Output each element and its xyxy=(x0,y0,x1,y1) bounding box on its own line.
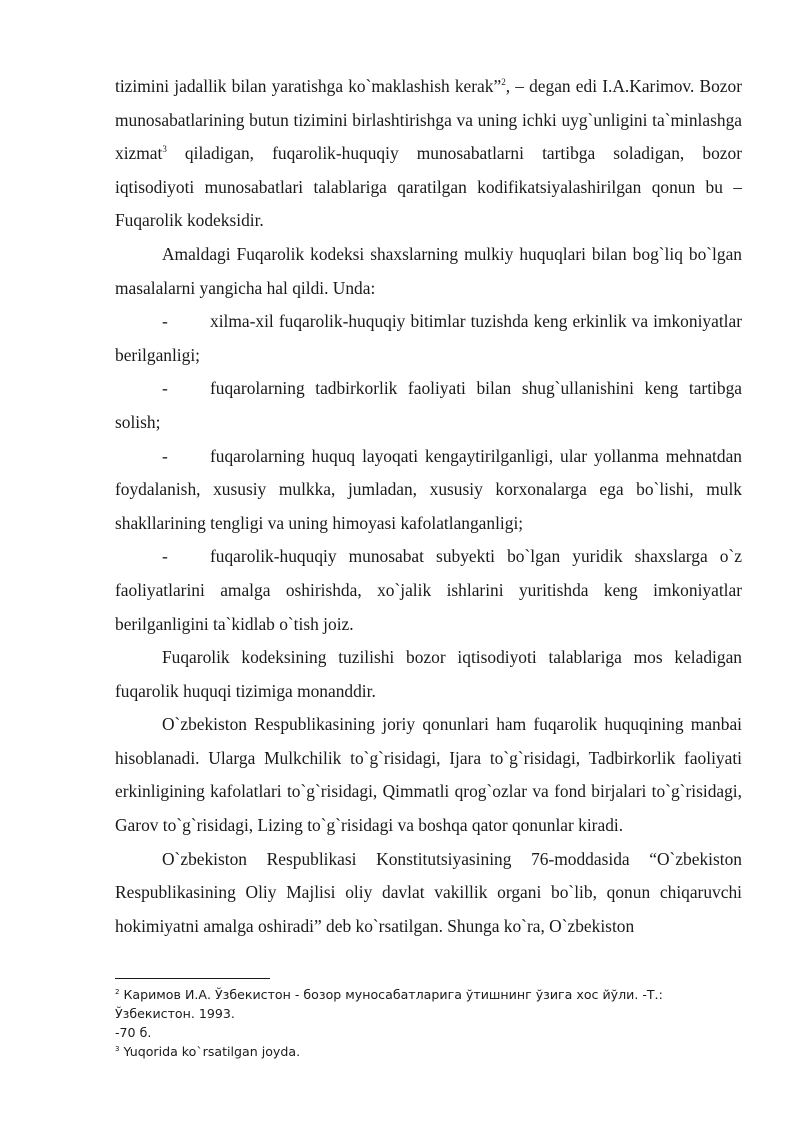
list-item-text: fuqarolik-huquqiy munosabat subyekti bo`lgan yuridik shaxslarga o`z faoliyatlarini amalga oshirishda, xo`jalik ishlarini yuritishda keng imkoniyatlar berilganligini ta`kidlab o`tish joiz. xyxy=(115,546,742,634)
paragraph-code-structure: Fuqarolik kodeksining tuzilishi bozor iqtisodiyoti talablariga mos keladigan fuqarolik huquqi tizimiga monanddir. xyxy=(115,647,742,701)
list-item xyxy=(115,440,742,541)
list-item-text: fuqarolarning tadbirkorlik faoliyati bilan shug`ullanishini keng tartibga solish; xyxy=(115,378,742,432)
list-item-text: xilma-xil fuqarolik-huquqiy bitimlar tuzishda keng erkinlik va imkoniyatlar berilganligi; xyxy=(115,311,742,365)
list-marker: - xyxy=(162,311,168,332)
footnote-separator xyxy=(115,978,270,979)
list-item xyxy=(115,372,742,439)
list-item xyxy=(115,305,742,372)
paragraph-text: , – degan edi I.A.Karimov. Bozor munosabatlarining butun tizimini birlashtirishga va uning ichki uyg`unligini ta`minlashga xizmat xyxy=(115,76,742,164)
list-marker: - xyxy=(162,546,168,567)
footnote-ref-2[interactable]: 2 xyxy=(501,77,506,88)
paragraph-current-laws: O`zbekiston Respublikasining joriy qonunlari ham fuqarolik huquqining manbai hisoblanadi. Ularga Mulkchilik to`g`risidagi, Ijara to`g`risidagi, Tadbirkorlik faoliyati erkinligining kafolatlari to`g`risidagi, Qimmatli qrog`ozlar va fond birjalari to`g`risidagi, Garov to`g`risidagi, Lizing to`g`risidagi va boshqa qator qonunlar kiradi. xyxy=(115,714,742,836)
paragraph-text: tizimini jadallik bilan yaratishga ko`maklashish kerak” xyxy=(115,76,502,96)
list-marker: - xyxy=(162,378,168,399)
paragraph-text: qiladigan, fuqarolik-huquqiy munosabatlarni tartibga soladigan, bozor iqtisodiyoti munosabatlari talablariga qaratilgan kodifikatsiyalashirilgan qonun bu – Fuqarolik kodeksidir. xyxy=(115,143,742,231)
footnote-ref-3[interactable]: 3 xyxy=(162,144,167,155)
list-item xyxy=(115,540,742,641)
footnote-text: Каримов И.А. Ўзбекистон - бозор муносабатларига ўтишнинг ўзига хос йўли. -Т.: Ўзбекистон. 1993. xyxy=(115,987,663,1021)
paragraph-constitution: O`zbekiston Respublikasi Konstitutsiyasining 76-moddasida “O`zbekiston Respublikasining Oliy Majlisi oliy davlat vakillik organi bo`lib, qonun chiqaruvchi hokimiyatni amalga oshiradi” deb ko`rsatilgan. Shunga ko`ra, O`zbekiston xyxy=(115,848,742,936)
document-body xyxy=(115,70,742,943)
footnote-2-pages: -70 б. xyxy=(115,1025,152,1040)
list-item-text: fuqarolarning huquq layoqati kengaytirilganligi, ular yollanma mehnatdan foydalanish, xususiy mulkka, jumladan, xususiy korxonalarga ega bo`lishi, mulk shakllarining tengligi va uning himoyasi kafolatlanganligi; xyxy=(115,445,742,533)
footnotes xyxy=(115,985,745,1061)
footnote-text: Yuqorida ko`rsatilgan joyda. xyxy=(119,1044,301,1059)
footnote-2 xyxy=(115,985,745,1023)
footnote-marker: 2 xyxy=(115,987,120,996)
paragraph-civil-code: Amaldagi Fuqarolik kodeksi shaxslarning mulkiy huquqlari bilan bog`liq bo`lgan masalalarni yangicha hal qildi. Unda: xyxy=(115,243,742,298)
list-marker: - xyxy=(162,445,168,466)
footnote-3 xyxy=(115,1042,745,1061)
paragraph-continuation xyxy=(115,70,742,238)
footnote-marker: 3 xyxy=(115,1044,120,1053)
